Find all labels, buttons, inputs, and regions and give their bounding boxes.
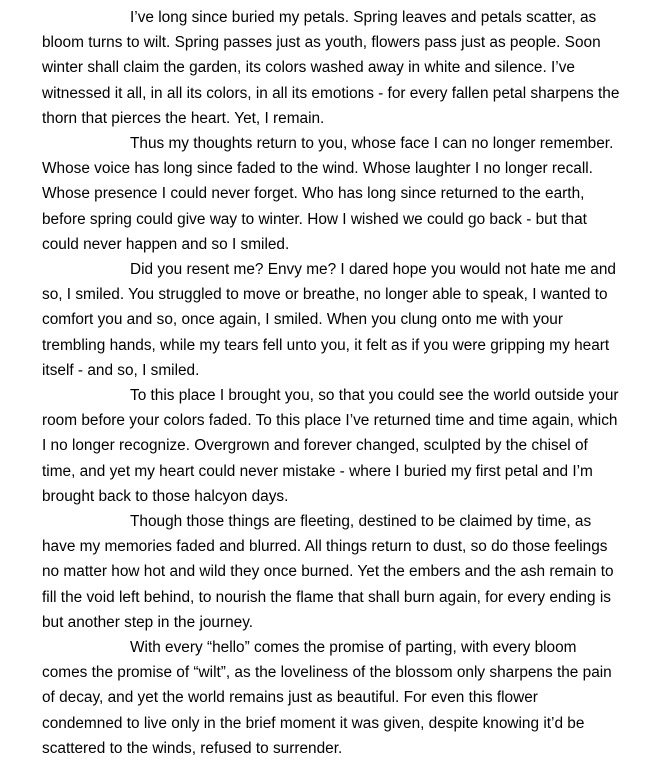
paragraph: I’ve long since buried my petals. Spring leaves and petals scatter, as bloom turns to wilt. Spring passes just as youth, flowers pass just as people. Soon winter shall claim the garden, its colors washed away in white and silence. I’ve witnessed it all, in all its colors, in all its emotions - for every fallen petal sharpens the thorn that pierces the heart. Yet, I remain. — [42, 9, 620, 127]
paragraph: With every “hello” comes the promise of parting, with every bloom comes the promise of “wilt”, as the loveliness of the blossom only sharpens the pain of decay, and yet the world remains just as beautiful. For even this flower condemned to live only in the brief moment it was given, despite knowing it’d be scattered to the winds, refused to surrender. — [42, 639, 612, 757]
paragraph: To this place I brought you, so that you could see the world outside your room before your colors faded. To this place I’ve returned time and time again, which I no longer recognize. Overgrown and forever changed, sculpted by the chisel of time, and yet my heart could never mistake - where I buried my first petal and I’m brought back to those halcyon days. — [42, 387, 619, 505]
paragraph: Thus my thoughts return to you, whose face I can no longer remember. Whose voice has long since faded to the wind. Whose laughter I no longer recall. Whose presence I could never forget. Who has long since returned to the earth, before spring could give way to winter. How I wished we could go back - but that could never happen and so I smiled. — [42, 135, 614, 253]
paragraph: Did you resent me? Envy me? I dared hope you would not hate me and so, I smiled. You struggled to move or breathe, no longer able to speak, I wanted to comfort you and so, once again, I smiled. When you clung onto me with your trembling hands, while my tears fell unto you, it felt as if you were gripping my heart itself - and so, I smiled. — [42, 261, 616, 379]
paragraph: Though those things are fleeting, destined to be claimed by time, as have my memories faded and blurred. All things return to dust, so do those feelings no matter how hot and wild they once burned. Yet the embers and the ash remain to fill the void left behind, to nourish the flame that shall burn again, for every ending is but another step in the journey. — [42, 513, 614, 631]
document-text — [42, 5, 622, 761]
